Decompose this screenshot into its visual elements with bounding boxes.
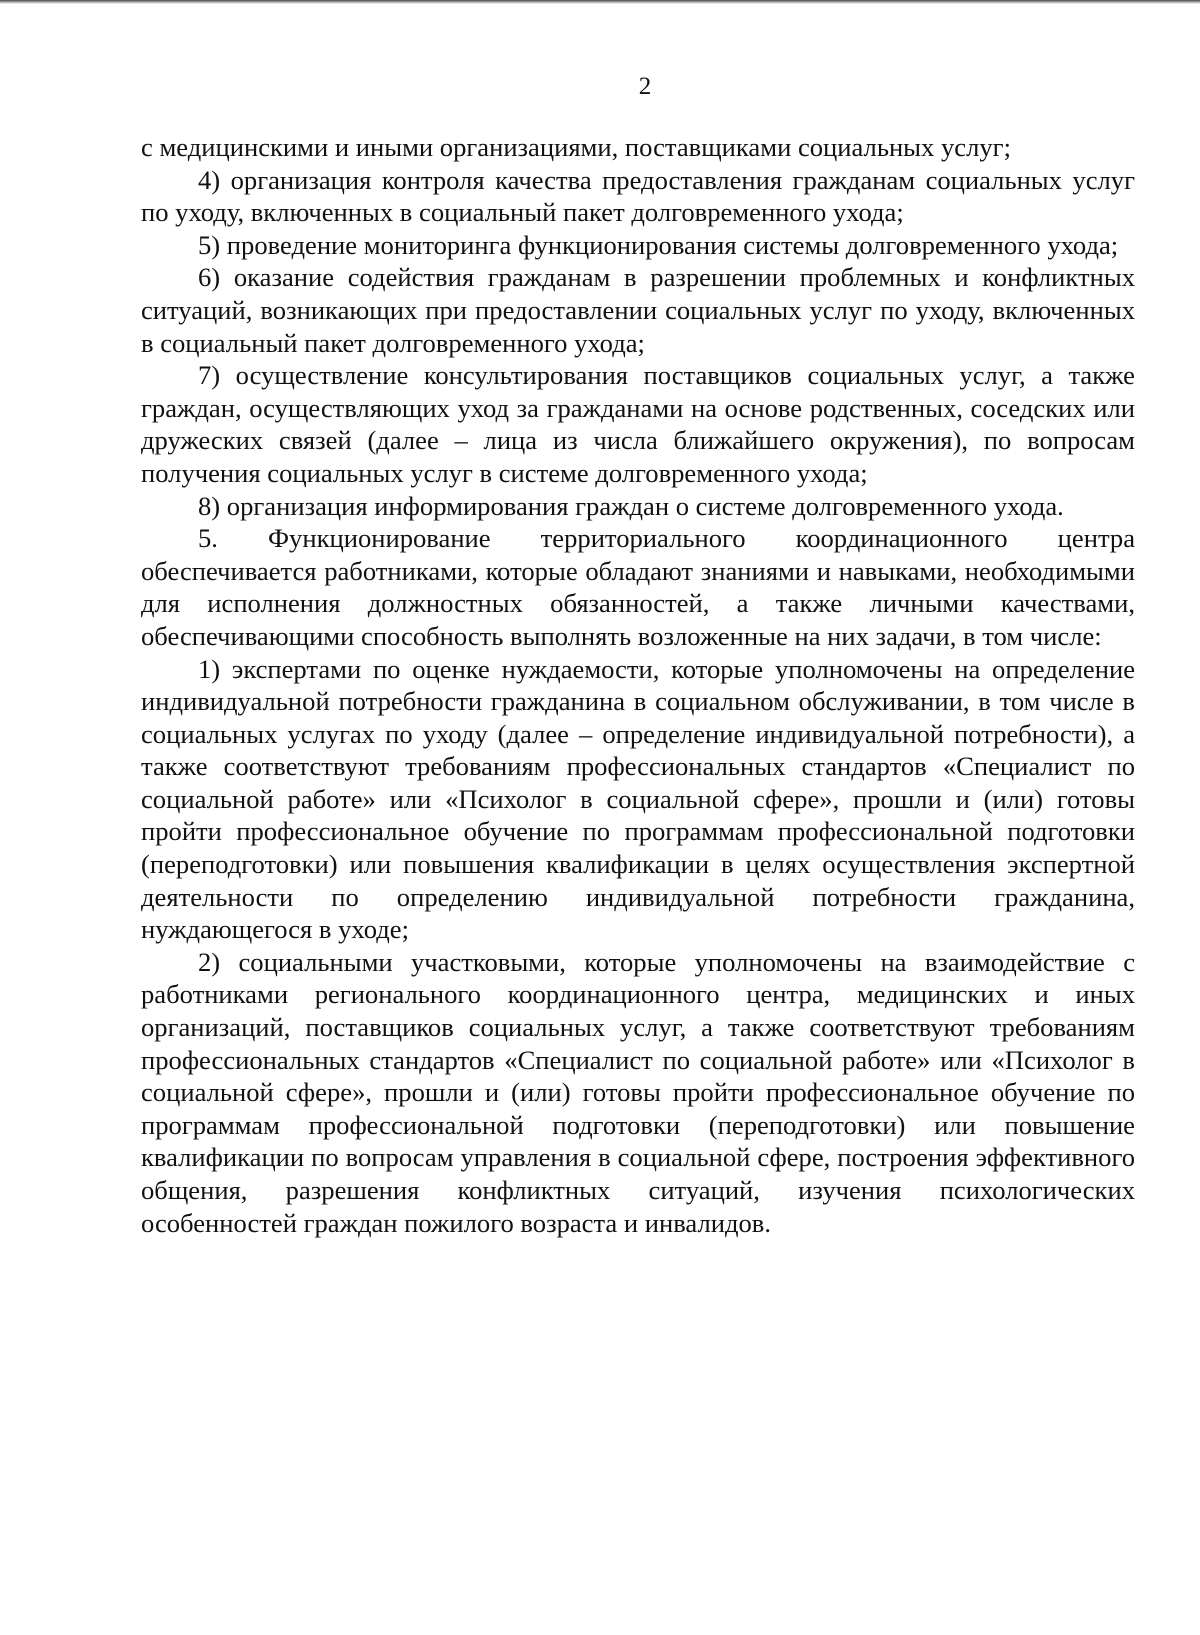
document-body xyxy=(141,131,1135,1239)
paragraph-item-7: 7) осуществление консультирования поставщиков социальных услуг, а также граждан, осуществляющих уход за гражданами на основе родственных, соседских или дружеских связей (далее – лица из числа ближайшего окружения), по вопросам получения социальных услуг в системе долговременного ухода; xyxy=(141,360,1135,488)
paragraph-continuation: с медицинскими и иными организациями, поставщиками социальных услуг; xyxy=(141,132,1011,162)
paragraph-item-6: 6) оказание содействия гражданам в разрешении проблемных и конфликтных ситуаций, возникающих при предоставлении социальных услуг по уходу, включенных в социальный пакет долговременного ухода; xyxy=(141,262,1135,358)
page-number: 2 xyxy=(638,73,652,100)
paragraph-item-8: 8) организация информирования граждан о системе долговременного ухода. xyxy=(198,490,1064,521)
paragraph-section-5-item-2: 2) социальными участковыми, которые уполномочены на взаимодействие с работниками регионального координационного центра, медицинских и иных организаций, поставщиков социальных услуг, а также соответствуют требованиям профессиональных стандартов «Специалист по социальной работе» или «Психолог в социальной сфере», прошли и (или) готовы пройти профессиональное обучение по программам профессиональной подготовки (переподготовки) или повышение квалификации по вопросам управления в социальной сфере, построения эффективного общения, разрешения конфликтных ситуаций, изучения психологических особенностей граждан пожилого возраста и инвалидов. xyxy=(141,946,1135,1238)
paragraph-item-5: 5) проведение мониторинга функционирования системы долговременного ухода; xyxy=(198,229,1119,260)
paragraph-item-4: 4) организация контроля качества предоставления гражданам социальных услуг по уходу, включенных в социальный пакет долговременного ухода; xyxy=(141,164,1135,228)
scan-top-edge xyxy=(0,0,1200,4)
paragraph-section-5: 5. Функционирование территориального координационного центра обеспечивается работниками, которые обладают знаниями и навыками, необходимыми для исполнения должностных обязанностей, а также личными качествами, обеспечивающими способность выполнять возложенные на них задачи, в том числе: xyxy=(141,523,1135,651)
paragraph-section-5-item-1: 1) экспертами по оценке нуждаемости, которые уполномочены на определение индивидуальной потребности гражданина в социальном обслуживании, в том числе в социальных услугах по уходу (далее – определение индивидуальной потребности), а также соответствуют требованиям профессиональных стандартов «Специалист по социальной работе» или «Психолог в социальной сфере», прошли и (или) готовы пройти профессиональное обучение по программам профессиональной подготовки (переподготовки) или повышения квалификации в целях осуществления экспертной деятельности по определению индивидуальной потребности гражданина, нуждающегося в уходе; xyxy=(141,653,1135,945)
